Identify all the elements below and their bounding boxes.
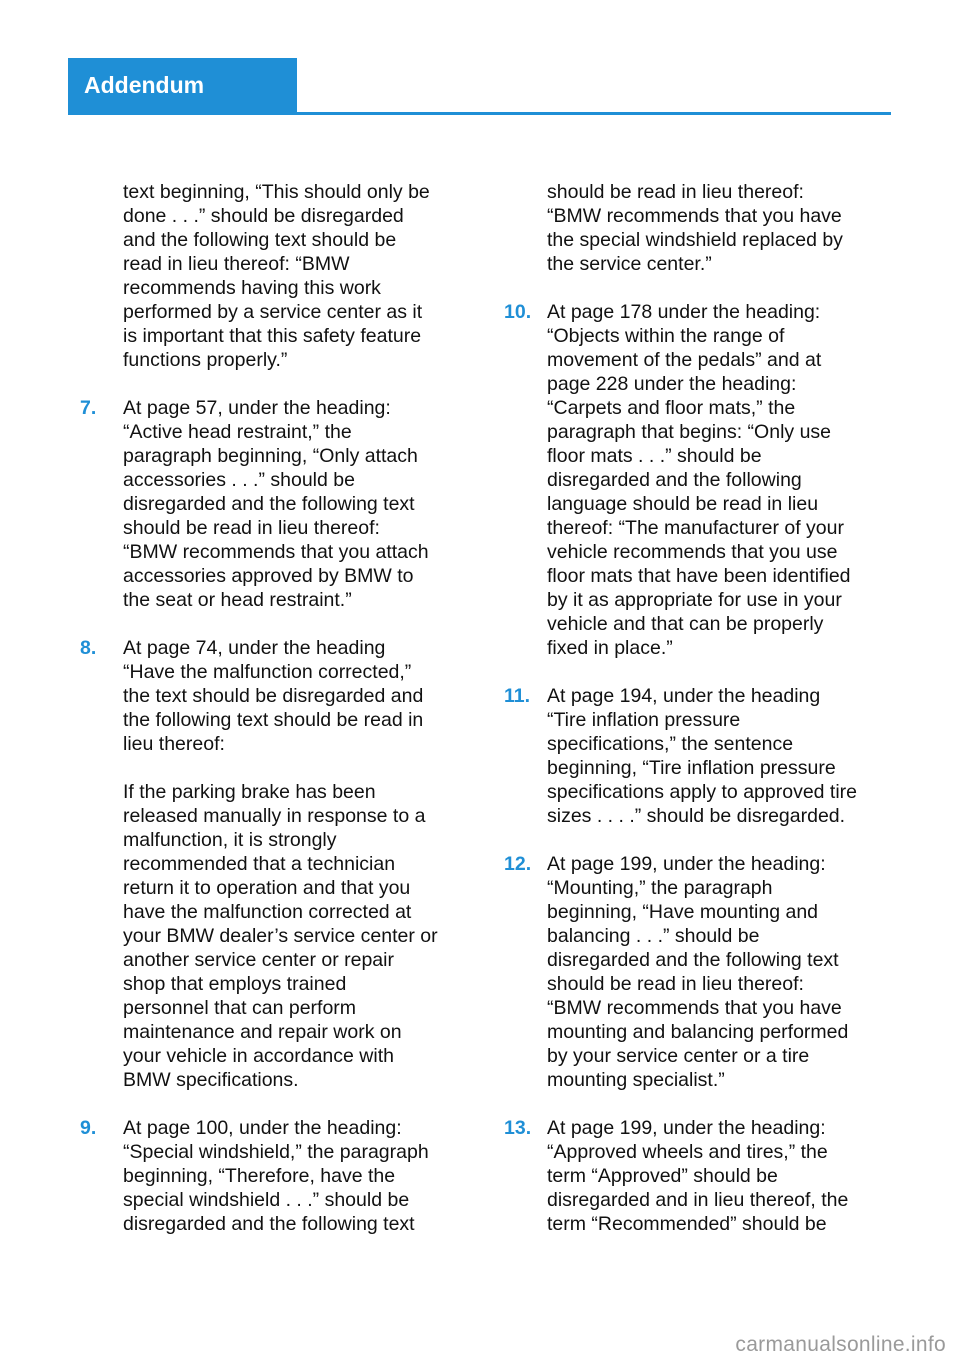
item-number: 11. [504, 685, 531, 707]
item-text: At page 57, under the heading: “Active head restraint,” the paragraph beginning, “Only attach accessories . . .” should be disregarded and the following text should be read in lieu thereof: “BMW recommends that you attach accessories approved by BMW to the seat or head restraint.” [123, 397, 429, 611]
item-number: 8. [80, 637, 97, 659]
list-item-13 [504, 1116, 889, 1236]
section-title-tab [68, 58, 297, 113]
item-text: At page 199, under the heading: “Mounting,” the paragraph beginning, “Have mounting and balancing . . .” should be disregarded and the following text should be read in lieu thereof: “BMW recommends that you have mounting and balancing performed by your service center or a tire mounting specialist.” [547, 853, 849, 1091]
item-text: At page 100, under the heading: “Special windshield,” the paragraph beginning, “Therefore, have the special windshield . . .” should be disregarded and the following text [123, 1117, 429, 1235]
paragraph-text: should be read in lieu thereof: “BMW recommends that you have the special windshield replaced by the service center.” [547, 181, 843, 275]
site-watermark: carmanualsonline.info [735, 1333, 946, 1356]
left-column [80, 180, 475, 1260]
list-item-7 [80, 396, 475, 612]
list-item-12 [504, 852, 889, 1092]
item-number: 13. [504, 1117, 532, 1139]
item-text: At page 194, under the heading “Tire inflation pressure specifications,” the sentence beginning, “Tire inflation pressure specifications apply to approved tire sizes . . . .” should be disregarded. [547, 685, 858, 827]
item-text: At page 178 under the heading: “Objects within the range of movement of the pedals” and at page 228 under the heading: “Carpets and floor mats,” the paragraph that begins: “Only use floor mats . . .” should be disregarded and the following language should be read in lieu thereof: “The manufacturer of your vehicle recommends that you use floor mats that have been identified by it as appropriate for use in your vehicle and that can be properly fixed in place.” [547, 301, 851, 659]
item-text: At page 74, under the heading “Have the malfunction corrected,” the text should be disregarded and the following text should be read in lieu thereof: [123, 637, 424, 755]
list-item-10 [504, 300, 889, 660]
item-number: 12. [504, 853, 532, 875]
quote-text: If the parking brake has been released manually in response to a malfunction, it is strongly recommended that a technician return it to operation and that you have the malfunction corrected at your BMW dealer’s service center or another service center or repair shop that employs trained personnel that can perform maintenance and repair work on your vehicle in accordance with BMW specifications. [123, 781, 438, 1091]
section-title: Addendum [84, 72, 205, 98]
list-item-11 [504, 684, 889, 828]
list-item-8 [80, 636, 475, 756]
continued-paragraph [80, 180, 475, 372]
item-number: 7. [80, 397, 97, 419]
paragraph-text: text beginning, “This should only be done . . .” should be disregarded and the following text should be read in lieu thereof: “BMW recommends having this work performed by a service center as it is important that this safety feature functions properly.” [123, 181, 430, 371]
item-number: 9. [80, 1117, 97, 1139]
list-item-9 [80, 1116, 475, 1236]
continued-paragraph [504, 180, 889, 276]
item-text: At page 199, under the heading: “Approved wheels and tires,” the term “Approved” should be disregarded and in lieu thereof, the term “Recommended” should be [547, 1117, 849, 1235]
right-column [504, 180, 889, 1260]
item-number: 10. [504, 301, 532, 323]
header-divider [68, 112, 891, 115]
replacement-quote [80, 780, 475, 1092]
